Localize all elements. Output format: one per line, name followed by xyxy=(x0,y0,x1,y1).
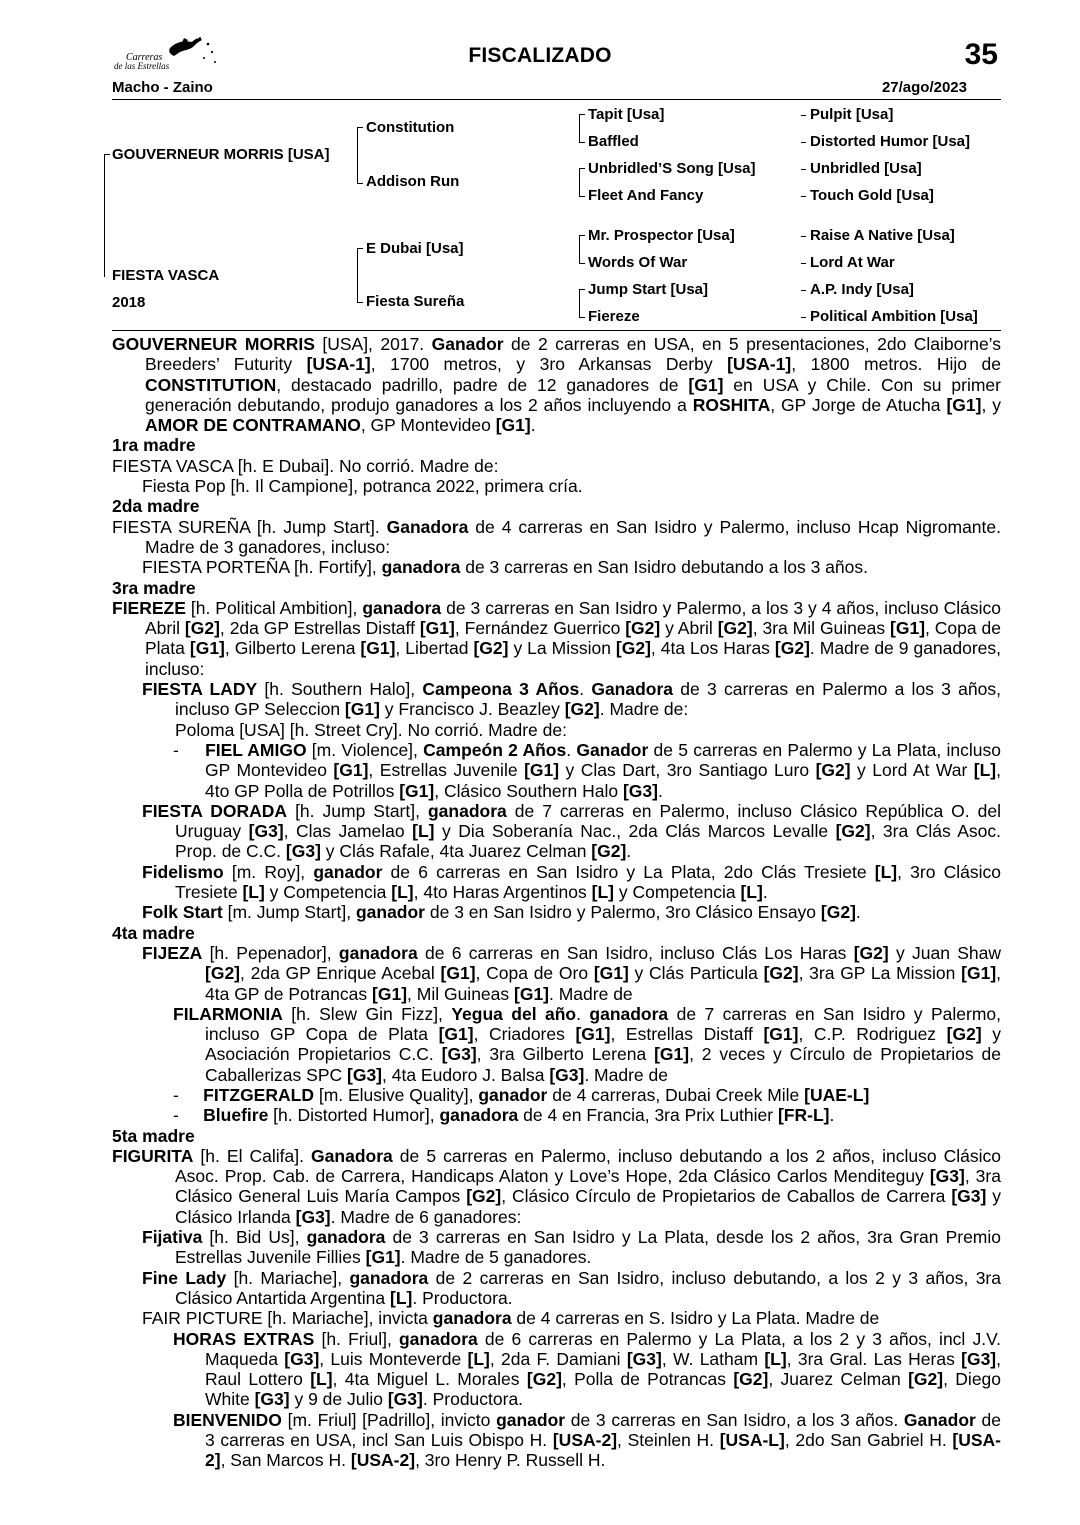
produce-entry: Fine Lady [h. Mariache], ganadora de 2 carreras en San Isidro, incluso debutando, a los 2 y 3 años, 3ra Clásico Antartida Argentina [L]. Productora. xyxy=(142,1267,1001,1308)
page-number: 35 xyxy=(964,38,998,71)
bracket xyxy=(579,289,585,318)
section-heading: 1ra madre xyxy=(112,435,196,456)
pedigree-ds: E Dubai [Usa] xyxy=(366,240,464,257)
produce-entry: FAIR PICTURE [h. Mariache], invicta ganadora de 4 carreras en S. Isidro y La Plata. Madre de xyxy=(142,1308,880,1329)
pedigree-g4-6: Lord At War xyxy=(810,254,895,271)
pedigree-dds: Jump Start [Usa] xyxy=(588,281,709,298)
logo-text-1: Carreras xyxy=(126,52,163,63)
pedigree-ddd: Fiereze xyxy=(588,308,640,325)
produce-entry: HORAS EXTRAS [h. Friul], ganadora de 6 carreras en Palermo y La Plata, a los 2 y 3 años, incl J.V. Maqueda [G3], Luis Monteverde [L], 2da F. Damiani [G3], W. Latham [L], 3ra Gral. Las Heras [G3], Raul Lottero [L], 4ta Miguel L. Morales [G2], Polla de Potrancas [G2], Juarez Celman [G2], Diego White [G3] y 9 de Julio [G3]. Productora. xyxy=(173,1328,1002,1410)
bracket xyxy=(357,248,363,303)
produce-entry: Fijativa [h. Bid Us], ganadora de 3 carreras en San Isidro y La Plata, desde los 2 años, 3ra Gran Premio Estrellas Juvenile Fillies [G1]. Madre de 5 ganadores. xyxy=(142,1227,1001,1268)
sex-color: Macho - Zaino xyxy=(112,79,213,96)
produce-entry: FIESTA LADY [h. Southern Halo], Campeona 3 Años. Ganadora de 3 carreras en Palermo a los 3 años, incluso GP Seleccion [G1] y Francisco J. Beazley [G2]. Madre de: xyxy=(142,679,1001,720)
pedigree-ssd: Baffled xyxy=(588,133,639,150)
pedigree-dss: Mr. Prospector [Usa] xyxy=(588,227,735,244)
produce-entry: Poloma [USA] [h. Street Cry]. No corrió. Madre de: xyxy=(175,719,567,740)
sire-paragraph: GOUVERNEUR MORRIS [USA], 2017. Ganador de 2 carreras en USA, en 5 presentaciones, 2do Claiborne’s Breeders’ Futurity [USA-1], 1700 metros, y 3ro Arkansas Derby [USA-1], 1800 metros. Hijo de CONSTITUTION, destacado padrillo, padre de 12 ganadores de [G1] en USA y Chile. Con su primer generación debutando, produjo ganadores a los 2 años incluyendo a ROSHITA, GP Jorge de Atucha [G1], y AMOR DE CONTRAMANO, GP Montevideo [G1]. xyxy=(112,334,1002,436)
produce-entry: FILARMONIA [h. Slew Gin Fizz], Yegua del año. ganadora de 7 carreras en San Isidro y Palermo, incluso GP Copa de Plata [G1], Criadores [G1], Estrellas Distaff [G1], C.P. Rodriguez [G2] y Asociación Propietarios C.C. [G3], 3ra Gilberto Lerena [G1], 2 veces y Círculo de Propietarios de Caballerizas SPC [G3], 4ta Eudoro J. Balsa [G3]. Madre de xyxy=(173,1003,1001,1085)
pedigree-dam: FIESTA VASCA xyxy=(112,267,220,284)
date: 27/ago/2023 xyxy=(881,79,967,96)
dam-paragraph: FIESTA SUREÑA [h. Jump Start]. Ganadora de 4 carreras en San Isidro y Palermo, incluso Hcap Nigromante. Madre de 3 ganadores, incluso: xyxy=(112,516,1001,557)
pedigree-g4-3: Unbridled [Usa] xyxy=(810,160,922,177)
pedigree-dd: Fiesta Sureña xyxy=(366,293,465,310)
dam-paragraph: FIESTA VASCA [h. E Dubai]. No corrió. Madre de: xyxy=(112,455,499,476)
pedigree-g4-2: Distorted Humor [Usa] xyxy=(810,133,971,150)
pedigree-notes xyxy=(112,334,1001,1471)
produce-entry: BIENVENIDO [m. Friul] [Padrillo], invicto ganador de 3 carreras en San Isidro, a los 3 años. Ganador de 3 carreras en USA, incl San Luis Obispo H. [USA-2], Steinlen H. [USA-L], 2do San Gabriel H. [USA-2], San Marcos H. [USA-2], 3ro Henry P. Russell H. xyxy=(173,1409,1002,1471)
produce-entry: FIESTA PORTEÑA [h. Fortify], ganadora de 3 carreras en San Isidro debutando a los 3 años. xyxy=(142,557,868,578)
pedigree-sds: Unbridled’S Song [Usa] xyxy=(588,160,756,177)
pedigree-g4-1: Pulpit [Usa] xyxy=(810,106,894,123)
pedigree-sss: Tapit [Usa] xyxy=(588,106,665,123)
bracket xyxy=(579,168,585,197)
pedigree-sdd: Fleet And Fancy xyxy=(588,187,704,204)
pedigree-g4-8: Political Ambition [Usa] xyxy=(810,308,978,325)
dam-paragraph: FIEREZE [h. Political Ambition], ganadora de 3 carreras en San Isidro y Palermo, a los 3 y 4 años, incluso Clásico Abril [G2], 2da GP Estrellas Distaff [G1], Fernández Guerrico [G2] y Abril [G2], 3ra Mil Guineas [G1], Copa de Plata [G1], Gilberto Lerena [G1], Libertad [G2] y La Mission [G2], 4ta Los Haras [G2]. Madre de 9 ganadores, incluso: xyxy=(112,597,1002,679)
produce-entry: - Bluefire [h. Distorted Humor], ganadora de 4 en Francia, 3ra Prix Luthier [FR-L]. xyxy=(173,1105,835,1126)
produce-entry: Fiesta Pop [h. Il Campione], potranca 2022, primera cría. xyxy=(142,476,583,497)
produce-entry: Folk Start [m. Jump Start], ganador de 3 en San Isidro y Palermo, 3ro Clásico Ensayo [G2]. xyxy=(142,902,861,923)
bracket xyxy=(104,154,110,277)
bracket xyxy=(579,114,585,143)
logo-text-2: de las Estrellas xyxy=(114,61,170,71)
dam-paragraph: FIJEZA [h. Pepenador], ganadora de 6 carreras en San Isidro, incluso Clás Los Haras [G2] y Juan Shaw [G2], 2da GP Enrique Acebal [G1], Copa de Oro [G1] y Clás Particula [G2], 3ra GP La Mission [G1], 4ta GP de Potrancas [G1], Mil Guineas [G1]. Madre de xyxy=(142,942,1002,1004)
produce-entry: - FITZGERALD [m. Elusive Quality], ganador de 4 carreras, Dubai Creek Mile [UAE-L] xyxy=(173,1084,870,1105)
section-heading: 4ta madre xyxy=(112,922,195,943)
pedigree-year: 2018 xyxy=(112,294,146,311)
pedigree-ss: Constitution xyxy=(366,119,455,136)
produce-entry: Fidelismo [m. Roy], ganador de 6 carreras en San Isidro y La Plata, 2do Clás Tresiete [L], 3ro Clásico Tresiete [L] y Competencia [L], 4to Haras Argentinos [L] y Competencia [L]. xyxy=(142,861,1002,903)
bracket xyxy=(579,235,585,264)
section-heading: 5ta madre xyxy=(112,1125,195,1146)
pedigree-g4-7: A.P. Indy [Usa] xyxy=(810,281,914,298)
pedigree-g4-5: Raise A Native [Usa] xyxy=(810,227,955,244)
bracket xyxy=(357,127,363,184)
section-heading: 2da madre xyxy=(112,496,200,517)
pedigree-divider xyxy=(112,330,1001,331)
pedigree-sd: Addison Run xyxy=(366,173,460,190)
section-heading: 3ra madre xyxy=(112,577,196,598)
produce-entry: - FIEL AMIGO [m. Violence], Campeón 2 Años. Ganador de 5 carreras en Palermo y La Plata, incluso GP Montevideo [G1], Estrellas Juvenile [G1] y Clas Dart, 3ro Santiago Luro [G2] y Lord At War [L], 4to GP Polla de Potrillos [G1], Clásico Southern Halo [G3]. xyxy=(173,739,1002,801)
header-divider xyxy=(112,99,1001,100)
pedigree-dsd: Words Of War xyxy=(588,254,688,271)
produce-entry: FIESTA DORADA [h. Jump Start], ganadora de 7 carreras en Palermo, incluso Clásico República O. del Uruguay [G3], Clas Jamelao [L] y Dia Soberanía Nac., 2da Clás Marcos Levalle [G2], 3ra Clás Asoc. Prop. de C.C. [G3] y Clás Rafale, 4ta Juarez Celman [G2]. xyxy=(142,800,1001,862)
pedigree-g4-4: Touch Gold [Usa] xyxy=(810,187,934,204)
dam-paragraph: FIGURITA [h. El Califa]. Ganadora de 5 carreras en Palermo, incluso debutando a los 2 años, incluso Clásico Asoc. Prop. Cab. de Carrera, Handicaps Alaton y Love’s Hope, 2da Clásico Carlos Menditeguy [G3], 3ra Clásico General Luis María Campos [G2], Clásico Círculo de Propietarios de Caballos de Carrera [G3] y Clásico Irlanda [G3]. Madre de 6 ganadores: xyxy=(112,1145,1001,1227)
pedigree-sire: GOUVERNEUR MORRIS [USA] xyxy=(112,146,330,163)
page-title: FISCALIZADO xyxy=(468,44,612,67)
